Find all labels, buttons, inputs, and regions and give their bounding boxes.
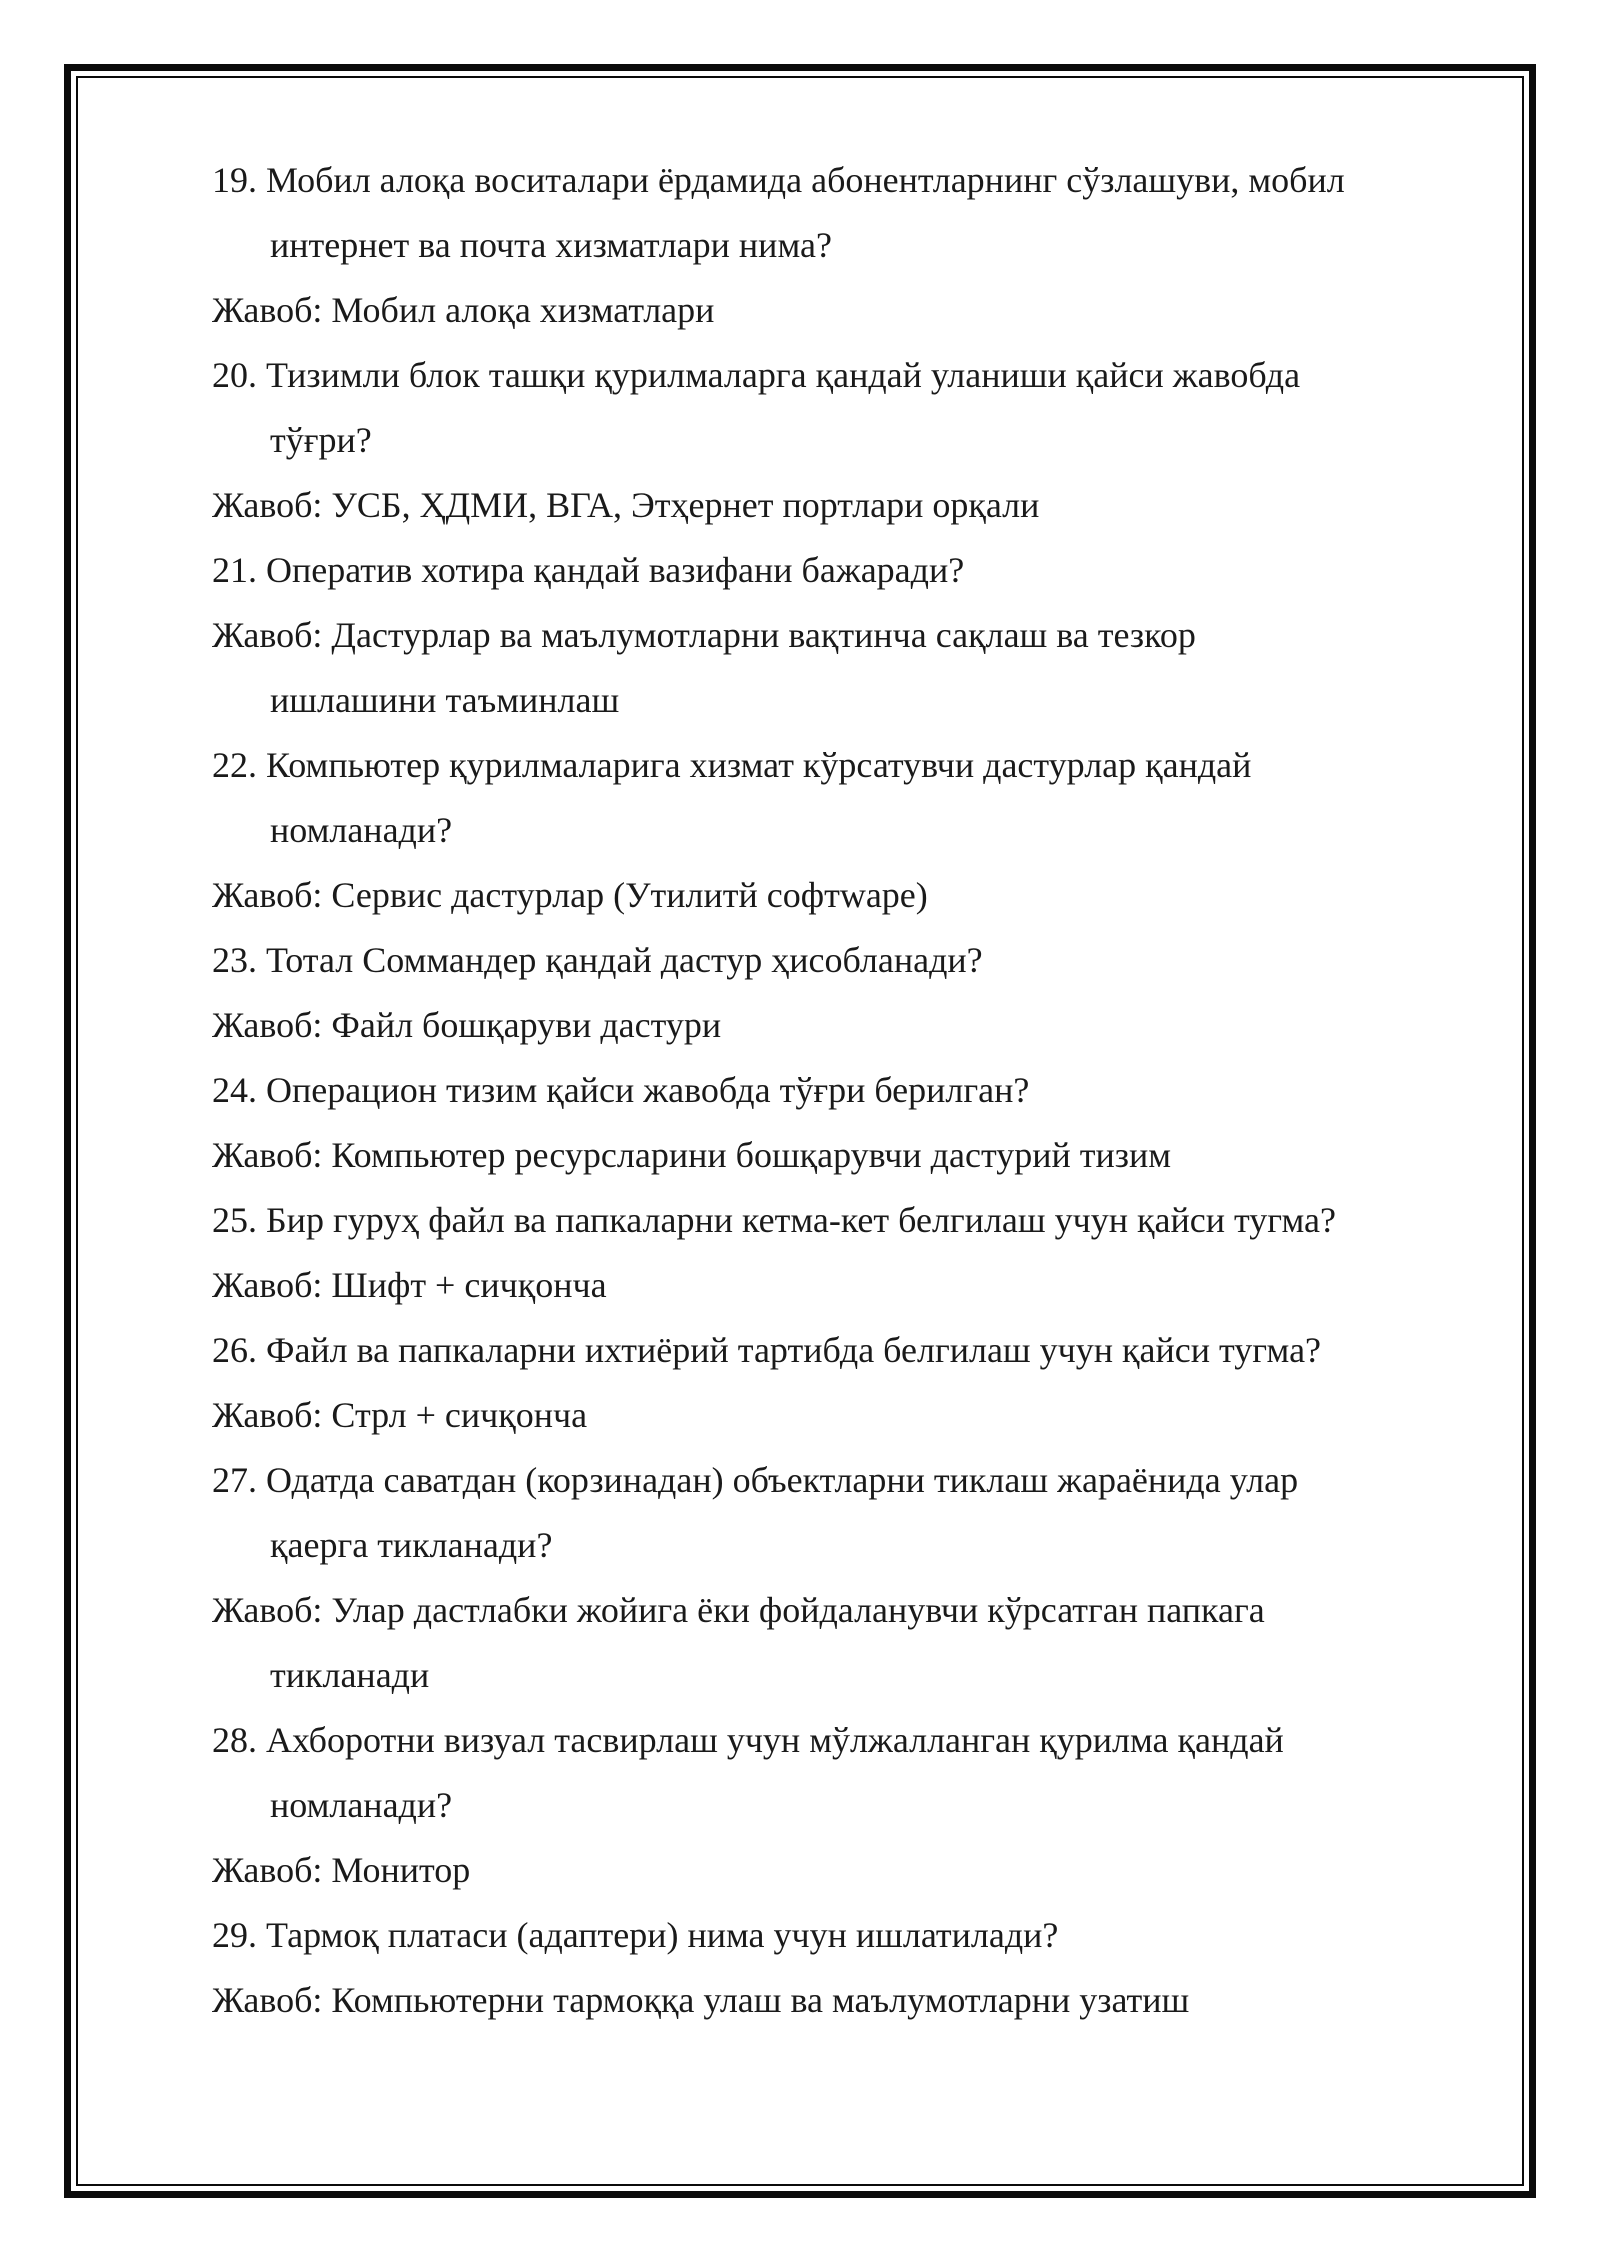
question-line: 20. Тизимли блок ташқи қурилмаларга қандай уланиши қайси жавобда <box>212 355 1301 395</box>
question-line: номланади? <box>270 1785 453 1825</box>
question-line: 23. Тотал Соммандер қандай дастур ҳисобланади? <box>212 940 983 980</box>
question-line: 26. Файл ва папкаларни ихтиёрий тартибда белгилаш учун қайси тугма? <box>212 1330 1322 1370</box>
answer-line: Жавоб: Стрл + сичқонча <box>212 1395 588 1435</box>
question-line: 19. Мобил алоқа воситалари ёрдамида абонентларнинг сўзлашуви, мобил <box>212 160 1345 200</box>
document-body <box>212 148 1412 2033</box>
qa-item <box>212 1903 1412 2033</box>
question-line: номланади? <box>270 810 453 850</box>
question-line: 22. Компьютер қурилмаларига хизмат кўрсатувчи дастурлар қандай <box>212 745 1252 785</box>
question-line: 21. Оператив хотира қандай вазифани бажаради? <box>212 550 965 590</box>
question-line: интернет ва почта хизматлари нима? <box>270 225 832 265</box>
answer-line: ишлашини таъминлаш <box>270 680 620 720</box>
qa-item <box>212 1448 1412 1708</box>
answer-line: Жавоб: Компьютер ресурсларини бошқарувчи дастурий тизим <box>212 1135 1171 1175</box>
question-line: қаерга тикланади? <box>270 1525 553 1565</box>
qa-item <box>212 343 1412 538</box>
question-line: 29. Тармоқ платаси (адаптери) нима учун ишлатилади? <box>212 1915 1059 1955</box>
answer-line: Жавоб: Компьютерни тармоққа улаш ва маълумотларни узатиш <box>212 1980 1190 2020</box>
answer-line: Жавоб: Улар дастлабки жойига ёки фойдаланувчи кўрсатган папкага <box>212 1590 1265 1630</box>
qa-item <box>212 538 1412 733</box>
question-line: тўғри? <box>270 420 372 460</box>
answer-line: Жавоб: УСБ, ҲДМИ, ВГА, Этҳернет портлари орқали <box>212 485 1040 525</box>
answer-line: Жавоб: Сервис дастурлар (Утилитй софтwаре) <box>212 875 928 915</box>
question-line: 28. Ахборотни визуал тасвирлаш учун мўлжалланган қурилма қандай <box>212 1720 1284 1760</box>
qa-item <box>212 1058 1412 1188</box>
answer-line: Жавоб: Дастурлар ва маълумотларни вақтинча сақлаш ва тезкор <box>212 615 1196 655</box>
question-line: 25. Бир гуруҳ файл ва папкаларни кетма-кет белгилаш учун қайси тугма? <box>212 1200 1336 1240</box>
qa-item <box>212 148 1412 343</box>
answer-line: Жавоб: Мобил алоқа хизматлари <box>212 290 715 330</box>
question-line: 24. Операцион тизим қайси жавобда тўғри берилган? <box>212 1070 1030 1110</box>
answer-line: Жавоб: Файл бошқаруви дастури <box>212 1005 722 1045</box>
qa-item <box>212 1318 1412 1448</box>
question-line: 27. Одатда саватдан (корзинадан) объектларни тиклаш жараёнида улар <box>212 1460 1299 1500</box>
qa-item <box>212 1188 1412 1318</box>
answer-line: Жавоб: Монитор <box>212 1850 471 1890</box>
answer-line: тикланади <box>270 1655 430 1695</box>
qa-item <box>212 733 1412 928</box>
qa-item <box>212 928 1412 1058</box>
qa-item <box>212 1708 1412 1903</box>
answer-line: Жавоб: Шифт + сичқонча <box>212 1265 607 1305</box>
